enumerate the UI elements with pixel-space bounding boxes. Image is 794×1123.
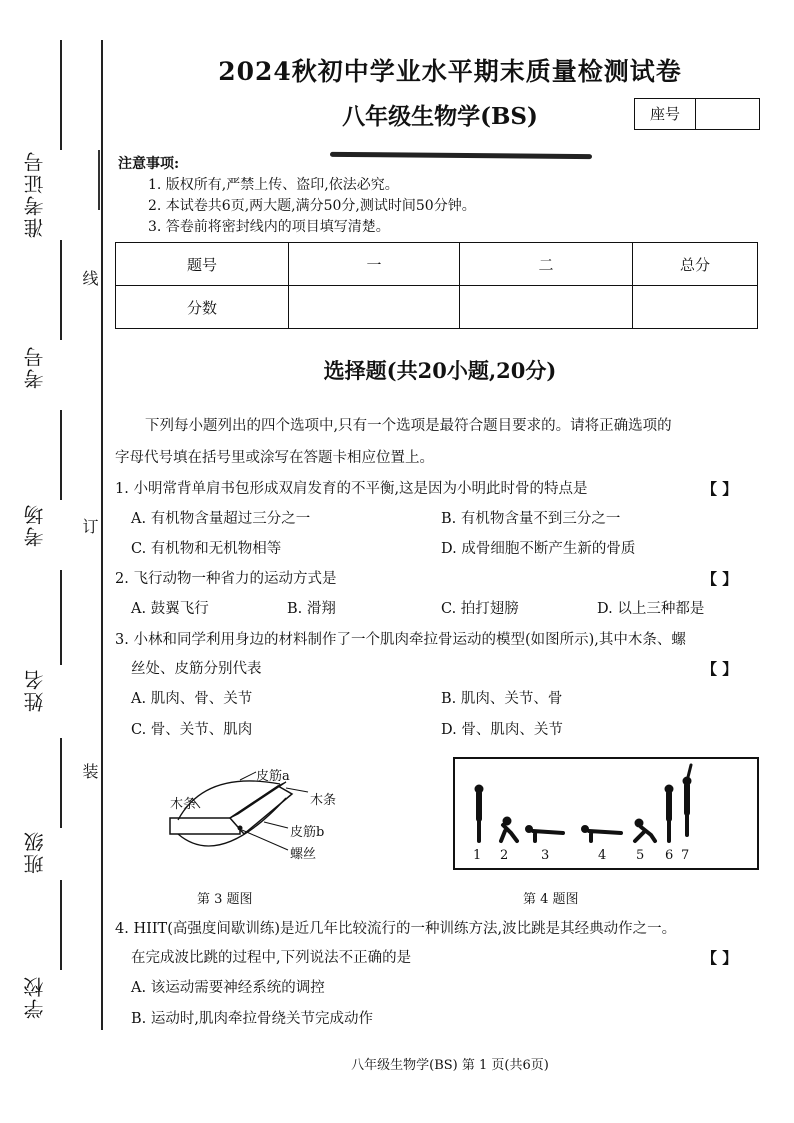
fig4-number: 4 [598,848,607,863]
fig3-screw [238,826,243,831]
fig4-number: 2 [500,848,509,863]
score-cell[interactable] [289,286,460,329]
score-header-cell: 二 [460,243,633,286]
question-2-option-b: B. 滑翔 [287,601,336,617]
question-4-stem-cont: 在完成波比跳的过程中,下列说法不正确的是 [131,950,412,966]
fig4-number: 1 [473,848,482,863]
question-1-option-c: C. 有机物和无机物相等 [131,541,282,557]
question-1-option-b: B. 有机物含量不到三分之一 [441,511,621,527]
binding-line [101,40,103,1030]
instruction-line: 下列每小题列出的四个选项中,只有一个选项是最符合题目要求的。请将正确选项的 [145,418,672,434]
fig3-label-stick-left: 木条 [170,797,197,812]
binding-field-school: 学校 [23,975,47,1019]
binding-blank [60,738,62,828]
question-1-stem: 1. 小明常背单肩书包形成双肩发育的不平衡,这是因为小明此时骨的特点是 [115,481,588,497]
question-4-option-b: B. 运动时,肌肉牵拉骨绕关节完成动作 [131,1011,373,1027]
answer-bracket[interactable]: 【 】 [702,480,738,498]
score-table-header-row [116,243,758,286]
binding-char-zhuang: 装 [80,763,99,779]
notice-item: 2. 本试卷共6页,两大题,满分50分,测试时间50分钟。 [148,198,476,214]
question-2-stem: 2. 飞行动物一种省力的运动方式是 [115,571,337,587]
binding-line-mark [98,150,100,210]
notice-title: 注意事项: [118,156,180,172]
score-cell[interactable] [460,286,633,329]
figure-3-caption: 第 3 题图 [197,892,253,907]
notice-item: 1. 版权所有,严禁上传、盗印,依法必究。 [148,177,399,193]
question-4-stem: 4. HIIT(高强度间歇训练)是近几年比较流行的一种训练方法,波比跳是其经典动作之一。 [115,921,677,937]
binding-field-exam-no: 考号 [23,345,47,389]
instruction-line: 字母代号填在括号里或涂写在答题卡相应位置上。 [115,450,434,466]
fig4-number: 6 [665,848,674,863]
notice-item: 3. 答卷前将密封线内的项目填写清楚。 [148,219,390,235]
binding-blank [60,570,62,665]
question-2-option-a: A. 鼓翼飞行 [131,601,209,617]
score-row-label: 分数 [116,286,289,329]
question-3-stem-cont: 丝处、皮筋分别代表 [131,661,262,677]
fig4-number: 3 [541,848,550,863]
answer-bracket[interactable]: 【 】 [702,949,738,967]
answer-bracket[interactable]: 【 】 [702,570,738,588]
question-3-option-c: C. 骨、关节、肌肉 [131,722,253,738]
question-2-option-d: D. 以上三种都是 [597,601,705,617]
fig3-horizontal-stick [170,818,240,834]
binding-blank [60,410,62,500]
binding-field-exam-id: 准考证号 [23,150,47,238]
fig3-label-screw: 螺丝 [290,847,317,862]
binding-blank [60,240,62,340]
question-4-option-a: A. 该运动需要神经系统的调控 [131,980,325,996]
exam-subject: 八年级生物学(BS) [342,103,538,130]
score-cell[interactable] [633,286,758,329]
answer-bracket[interactable]: 【 】 [702,660,738,678]
score-table-row [116,286,758,329]
binding-blank [60,40,62,150]
binding-field-name: 姓名 [23,668,47,712]
seat-number-field[interactable] [696,99,759,129]
fig4-number: 7 [681,848,690,863]
score-header-cell: 总分 [633,243,758,286]
binding-field-class: 班级 [23,830,47,874]
question-3-option-d: D. 骨、肌肉、关节 [441,722,563,738]
figure-4-caption: 第 4 题图 [523,892,579,907]
question-2-option-c: C. 拍打翅膀 [441,601,519,617]
fig3-label-stick-right: 木条 [310,793,337,808]
seat-label: 座号 [635,99,696,129]
section-title: 选择题(共20小题,20分) [323,358,557,383]
question-1-option-d: D. 成骨细胞不断产生新的骨质 [441,541,636,557]
ink-smear [330,152,592,159]
binding-char-ding: 订 [80,518,99,534]
score-header-cell: 一 [289,243,460,286]
page-footer: 八年级生物学(BS) 第 1 页(共6页) [351,1058,549,1073]
fig3-label-rubber-b: 皮筋b [290,825,325,840]
seat-number-box [634,98,760,130]
fig4-number: 5 [636,848,645,863]
fig3-label-rubber-a: 皮筋a [256,769,290,784]
question-3-stem: 3. 小林和同学利用身边的材料制作了一个肌肉牵拉骨运动的模型(如图所示),其中木条、螺 [115,632,686,648]
score-table [115,242,758,329]
binding-field-exam-room: 考场 [23,503,47,547]
binding-char-xian: 线 [80,270,99,286]
score-header-cell: 题号 [116,243,289,286]
question-3-option-b: B. 肌肉、关节、骨 [441,691,563,707]
exam-title: 2024秋初中学业水平期末质量检测试卷 [218,57,682,86]
question-3-option-a: A. 肌肉、骨、关节 [131,691,253,707]
binding-blank [60,880,62,970]
question-1-option-a: A. 有机物含量超过三分之一 [131,511,311,527]
